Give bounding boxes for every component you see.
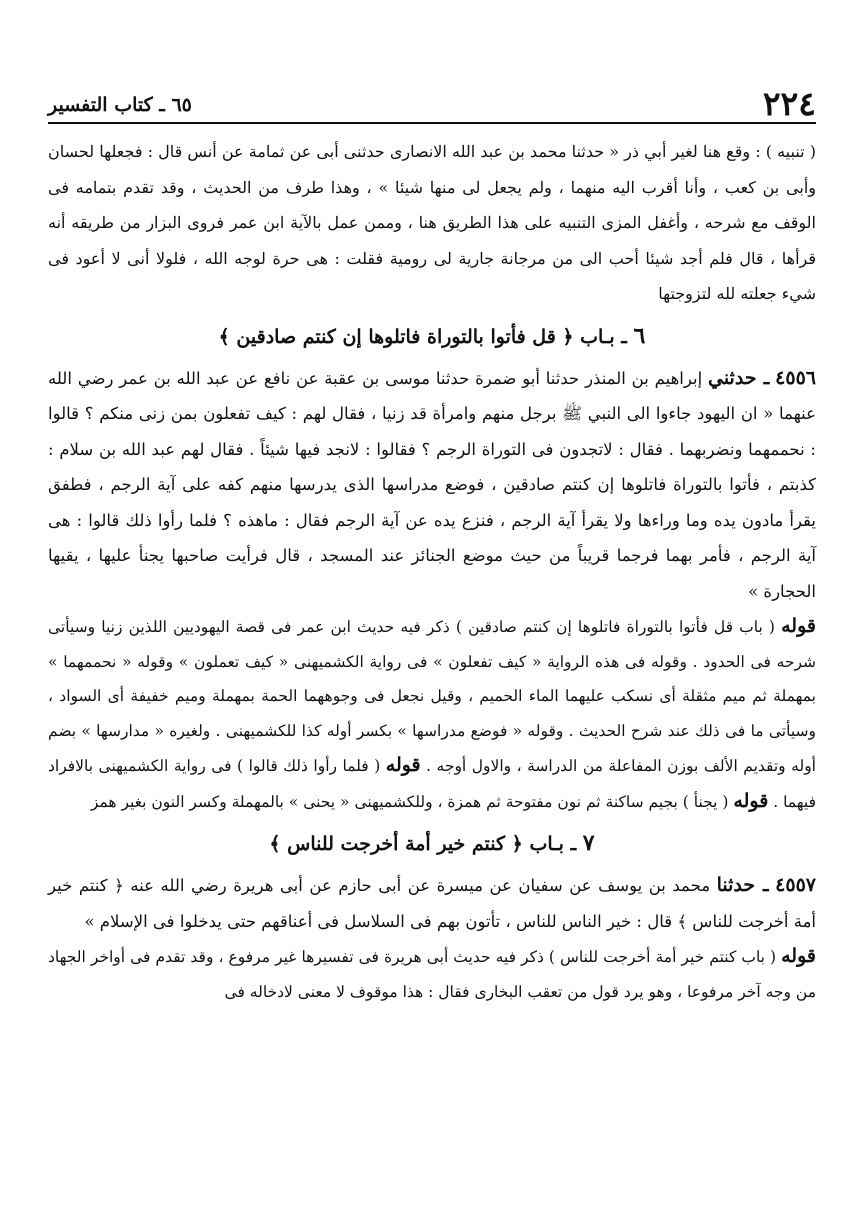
commentary-text: ( باب كنتم خير أمة أخرجت للناس ) ذكر فيه حديث أبى هريرة فى تفسيرها غير مرفوع ، وقد تقدم فى أواخر الجهاد من وجه آخر مرفوعا ، وهو يرد قول من تعقب البخارى فقال : هذا موقوف لا معنى لادخاله فى bbox=[48, 948, 816, 1001]
commentary-text: ( فلما رأوا ذلك قالوا ) فى رواية الكشميهنى بالافراد فيهما . bbox=[48, 757, 816, 811]
chapter-heading-6 bbox=[48, 314, 816, 359]
page-number: ٢٢٤ bbox=[762, 84, 816, 123]
commentary-7 bbox=[48, 939, 816, 1009]
chapter-bab-label: ـ بـاب bbox=[580, 325, 627, 348]
hadith-number: ٤٥٥٦ bbox=[775, 366, 816, 389]
chapter-number: ٦ bbox=[633, 322, 646, 349]
chapter-number: ٧ bbox=[582, 830, 595, 856]
hadith-opening: ـ حدثني bbox=[707, 366, 770, 389]
hadith-4556 bbox=[48, 361, 816, 610]
commentary-text: ( باب قل فأتوا بالتوراة فاتلوها إن كنتم صادقين ) ذكر فيه حديث ابن عمر فى قصة اليهوديين اللذين زنيا وسيأتى شرحه فى الحدود . وقوله فى هذه الرواية « كيف تفعلون » فى رواية الكشميهنى « كيف تعملون » وقوله « نحممهما » بمهملة ثم ميم مثقلة أى نسكب عليهما الماء الحميم ، وقيل نجعل فى وجوههما الحمة بمهملة وميم خفيفة أى السواد ، وسيأتى ما فى ذلك عند شرح الحديث . وقوله « فوضع مدراسها » بكسر أوله كذا للكشميهنى . ولغيره « مدارسها » بضم أوله وتقديم الألف بوزن المفاعلة من الدراسة ، والاول أوجه . bbox=[48, 618, 816, 775]
commentary-6 bbox=[48, 609, 816, 819]
qawluhu-marker: قوله bbox=[781, 615, 816, 637]
hadith-opening: ـ حدثنا bbox=[716, 874, 769, 896]
qawluhu-marker: قوله bbox=[781, 945, 816, 967]
running-head: ٦٥ ـ كتاب التفسير bbox=[48, 94, 192, 116]
chapter-title: ﴿ كنتم خير أمة أخرجت للناس ﴾ bbox=[269, 833, 523, 855]
commentary-text: ( يجنأ ) بجيم ساكنة ثم نون مفتوحة ثم همزة ، وللكشميهنى « يحنى » بالمهملة وكسر النون بغير همز bbox=[90, 792, 729, 811]
page-body bbox=[48, 134, 816, 1009]
hadith-text: محمد بن يوسف عن سفيان عن ميسرة عن أبى حازم عن أبى هريرة رضي الله عنه ﴿ كنتم خير أمة أخرجت للناس ﴾ قال : خير الناس للناس ، تأتون بهم فى السلاسل فى أعناقهم حتى يدخلوا فى الإسلام » bbox=[48, 876, 816, 931]
chapter-bab-label: ـ بـاب bbox=[529, 833, 577, 855]
chapter-title: ﴿ قل فأتوا بالتوراة فاتلوها إن كنتم صادقين ﴾ bbox=[218, 325, 574, 348]
hadith-text: إبراهيم بن المنذر حدثنا أبو ضمرة حدثنا موسى بن عقبة عن نافع عن عبد الله بن عمر رضي الله عنهما « ان اليهود جاءوا الى النبي ﷺ برجل منهم وامرأة قد زنيا ، فقال لهم : كيف تفعلون بمن زنى منكم ؟ قالوا : نحممهما ونضربهما . فقال : لاتجدون فى التوراة الرجم ؟ فقالوا : لانجد فيها شيئاً . فقال لهم عبد الله بن سلام : كذبتم ، فأتوا بالتوراة فاتلوها إن كنتم صادقين ، فوضع مدراسها الذى يدرسها منهم كفه على آية الرجم ، فطفق يقرأ مادون يده وما وراءها ولا يقرأ آية الرجم ، فنزع يده عن آية الرجم فقال : ماهذه ؟ فلما رأوا ذلك قالوا : هى آية الرجم ، فأمر بهما فرجما قريباً من حيث موضع الجنائز عند المسجد ، قال فرأيت صاحبها يجنأ عليها ، يقيها الحجارة » bbox=[48, 368, 816, 601]
qawluhu-marker: قوله bbox=[385, 754, 421, 776]
page-header bbox=[48, 86, 816, 124]
hadith-4557 bbox=[48, 868, 816, 939]
qawluhu-marker: قوله bbox=[733, 789, 769, 812]
chapter-heading-7 bbox=[48, 821, 816, 866]
notice-paragraph: ( تنبيه ) : وقع هنا لغير أبي ذر « حدثنا محمد بن عبد الله الانصارى حدثنى أبى عن ثمامة عن أنس قال : فجعلها لحسان وأبى بن كعب ، وأنا أقرب اليه منهما ، ولم يجعل لى منها شيئا » ، وهذا طرف من الحديث ، وقد تقدم بتمامه فى الوقف مع شرحه ، وأغفل المزى التنبيه على هذا الطريق هنا ، وممن عمل بالآية ابن عمر فروى البزار من طريقه أنه قرأها ، قال فلم أجد شيئا أحب الى من مرجانة جارية لى رومية فقلت : هى حرة لوجه الله ، فلولا أنى لا أعود فى شيء جعلته لله لتزوجتها bbox=[48, 142, 816, 303]
hadith-number: ٤٥٥٧ bbox=[775, 874, 816, 896]
